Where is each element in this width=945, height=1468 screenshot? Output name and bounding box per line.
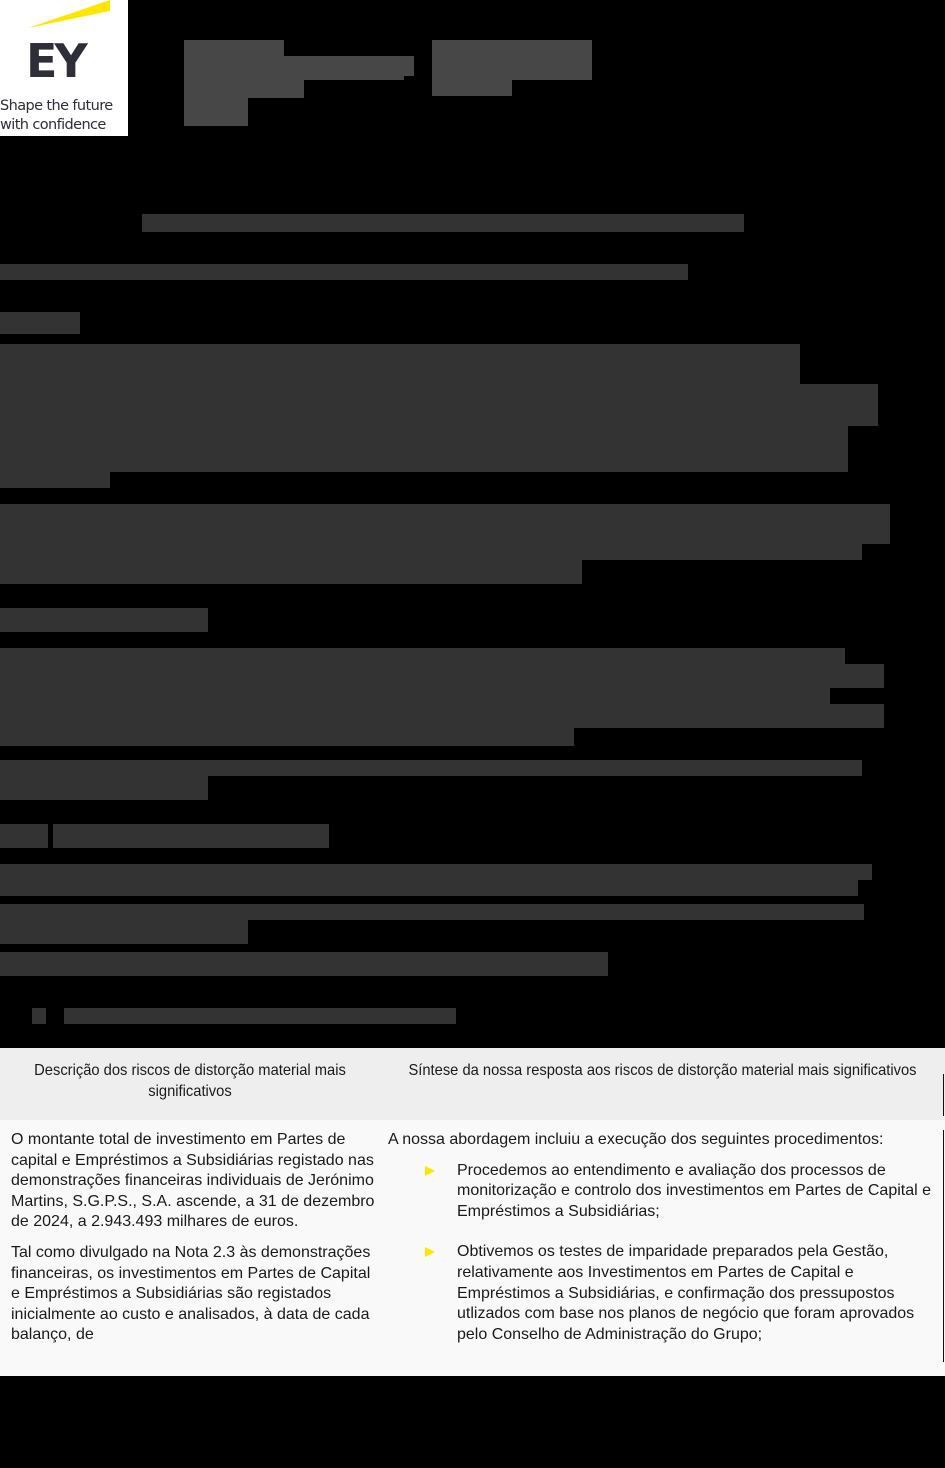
redacted-paragraph: [0, 504, 890, 544]
redacted-address-block: [184, 96, 248, 126]
ey-logo: [0, 0, 128, 136]
redacted-section-heading: [0, 608, 208, 632]
redacted-list-item: [64, 1008, 456, 1024]
redacted-paragraph: [0, 904, 864, 920]
procedure-item: [388, 1161, 938, 1223]
redacted-paragraph: [0, 544, 862, 560]
redacted-contact-block: [432, 40, 592, 80]
redacted-addressee-line: [0, 264, 688, 280]
table-header-risk-description: Descrição dos riscos de distorção material mais significativos: [34, 1062, 346, 1100]
redacted-report-title: [142, 214, 744, 232]
table-header: [0, 1048, 945, 1120]
procedure-text: Procedemos ao entendimento e avaliação dos processos de monitorização e controlo dos investimentos em Partes de Capital e Empréstimos a Subsidiárias;: [457, 1161, 932, 1220]
redacted-paragraph: [0, 560, 582, 584]
table-border-right: [943, 1074, 944, 1116]
redacted-section-heading: [53, 824, 329, 848]
response-intro: A nossa abordagem incluiu a execução dos seguintes procedimentos:: [388, 1131, 884, 1148]
redacted-list-number: [32, 1008, 46, 1024]
redacted-paragraph: [0, 704, 884, 728]
redacted-paragraph: [0, 864, 872, 880]
redacted-paragraph: [0, 880, 858, 896]
risk-description-cell: [11, 1130, 376, 1356]
redacted-paragraph: [0, 440, 110, 488]
redacted-paragraph: [0, 344, 800, 384]
redacted-contact-block: [432, 78, 512, 96]
risk-paragraph: O montante total de investimento em Partes de capital e Empréstimos a Subsidiárias registado nas demonstrações financeiras individuais de Jerónimo Martins, S.G.P.S., S.A. ascende, a 31 de dezembro de 2024, a 2.943.493 milhares de euros.: [11, 1131, 375, 1231]
tagline-line-2: with confidence: [0, 117, 106, 133]
table-border-right: [943, 1130, 944, 1362]
table-header-response-summary: Síntese da nossa resposta aos riscos de distorção material mais significativos: [408, 1062, 917, 1079]
tagline-line-1: Shape the future: [0, 98, 113, 114]
redacted-paragraph: [0, 426, 848, 472]
ey-wordmark: EY: [26, 34, 85, 88]
redacted-paragraph: [0, 384, 878, 426]
redacted-paragraph: [0, 726, 574, 746]
yellow-arrow-bullet-icon: [425, 1247, 435, 1257]
key-audit-matters-table: [0, 1048, 945, 1376]
risk-paragraph: Tal como divulgado na Nota 2.3 às demonstrações financeiras, os investimentos em Partes de Capital e Empréstimos a Subsidiárias são registados inicialmente ao custo e analisados, à data de cada balanço, de: [11, 1243, 371, 1344]
ey-beam-icon: [28, 0, 112, 30]
redacted-section-heading: [0, 824, 48, 848]
redacted-paragraph: [0, 664, 884, 688]
response-summary-cell: [388, 1130, 938, 1365]
redacted-address-block: [289, 56, 414, 76]
procedure-text: Obtivemos os testes de imparidade preparados pela Gestão, relativamente aos Investimentos em Partes de Capital e Empréstimos a Subsidiárias, e confirmação dos pressupostos utlizados com base nos planos de negócio que foram aprovados pelo Conselho de Administração do Grupo;: [457, 1243, 915, 1343]
redacted-paragraph: [0, 760, 862, 776]
redacted-paragraph: [0, 776, 208, 800]
procedures-list: [388, 1161, 938, 1346]
redacted-paragraph: [0, 920, 248, 944]
ey-tagline: [0, 97, 113, 135]
redacted-section-heading: [0, 312, 80, 334]
yellow-arrow-bullet-icon: [425, 1166, 435, 1176]
redacted-paragraph: [0, 952, 608, 976]
procedure-item: [388, 1242, 938, 1345]
